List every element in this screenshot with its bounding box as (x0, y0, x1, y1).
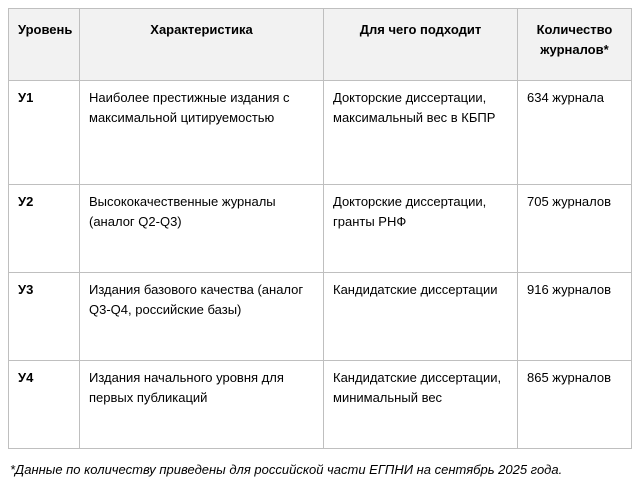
header-description: Характеристика (80, 9, 324, 81)
cell-purpose: Кандидатские диссертации, минимальный вес (324, 361, 518, 449)
cell-description: Издания начального уровня для первых публикаций (80, 361, 324, 449)
table-row (9, 185, 632, 273)
cell-description: Высококачественные журналы (аналог Q2-Q3) (80, 185, 324, 273)
cell-purpose: Докторские диссертации, гранты РНФ (324, 185, 518, 273)
table-row (9, 361, 632, 449)
cell-level: У1 (9, 81, 80, 185)
table-header-row (9, 9, 632, 81)
cell-count: 634 журнала (518, 81, 632, 185)
cell-level: У4 (9, 361, 80, 449)
header-level: Уровень (9, 9, 80, 81)
cell-purpose: Кандидатские диссертации (324, 273, 518, 361)
journal-levels-table (8, 8, 632, 449)
footnote: *Данные по количеству приведены для российской части ЕГПНИ на сентябрь 2025 года. (10, 462, 563, 477)
table-row (9, 273, 632, 361)
header-purpose: Для чего подходит (324, 9, 518, 81)
cell-count: 916 журналов (518, 273, 632, 361)
header-count: Количество журналов* (518, 9, 632, 81)
cell-level: У3 (9, 273, 80, 361)
table-row (9, 81, 632, 185)
cell-count: 705 журналов (518, 185, 632, 273)
cell-level: У2 (9, 185, 80, 273)
cell-description: Наиболее престижные издания с максимальной цитируемостью (80, 81, 324, 185)
cell-purpose: Докторские диссертации, максимальный вес в КБПР (324, 81, 518, 185)
cell-description: Издания базового качества (аналог Q3-Q4, российские базы) (80, 273, 324, 361)
cell-count: 865 журналов (518, 361, 632, 449)
